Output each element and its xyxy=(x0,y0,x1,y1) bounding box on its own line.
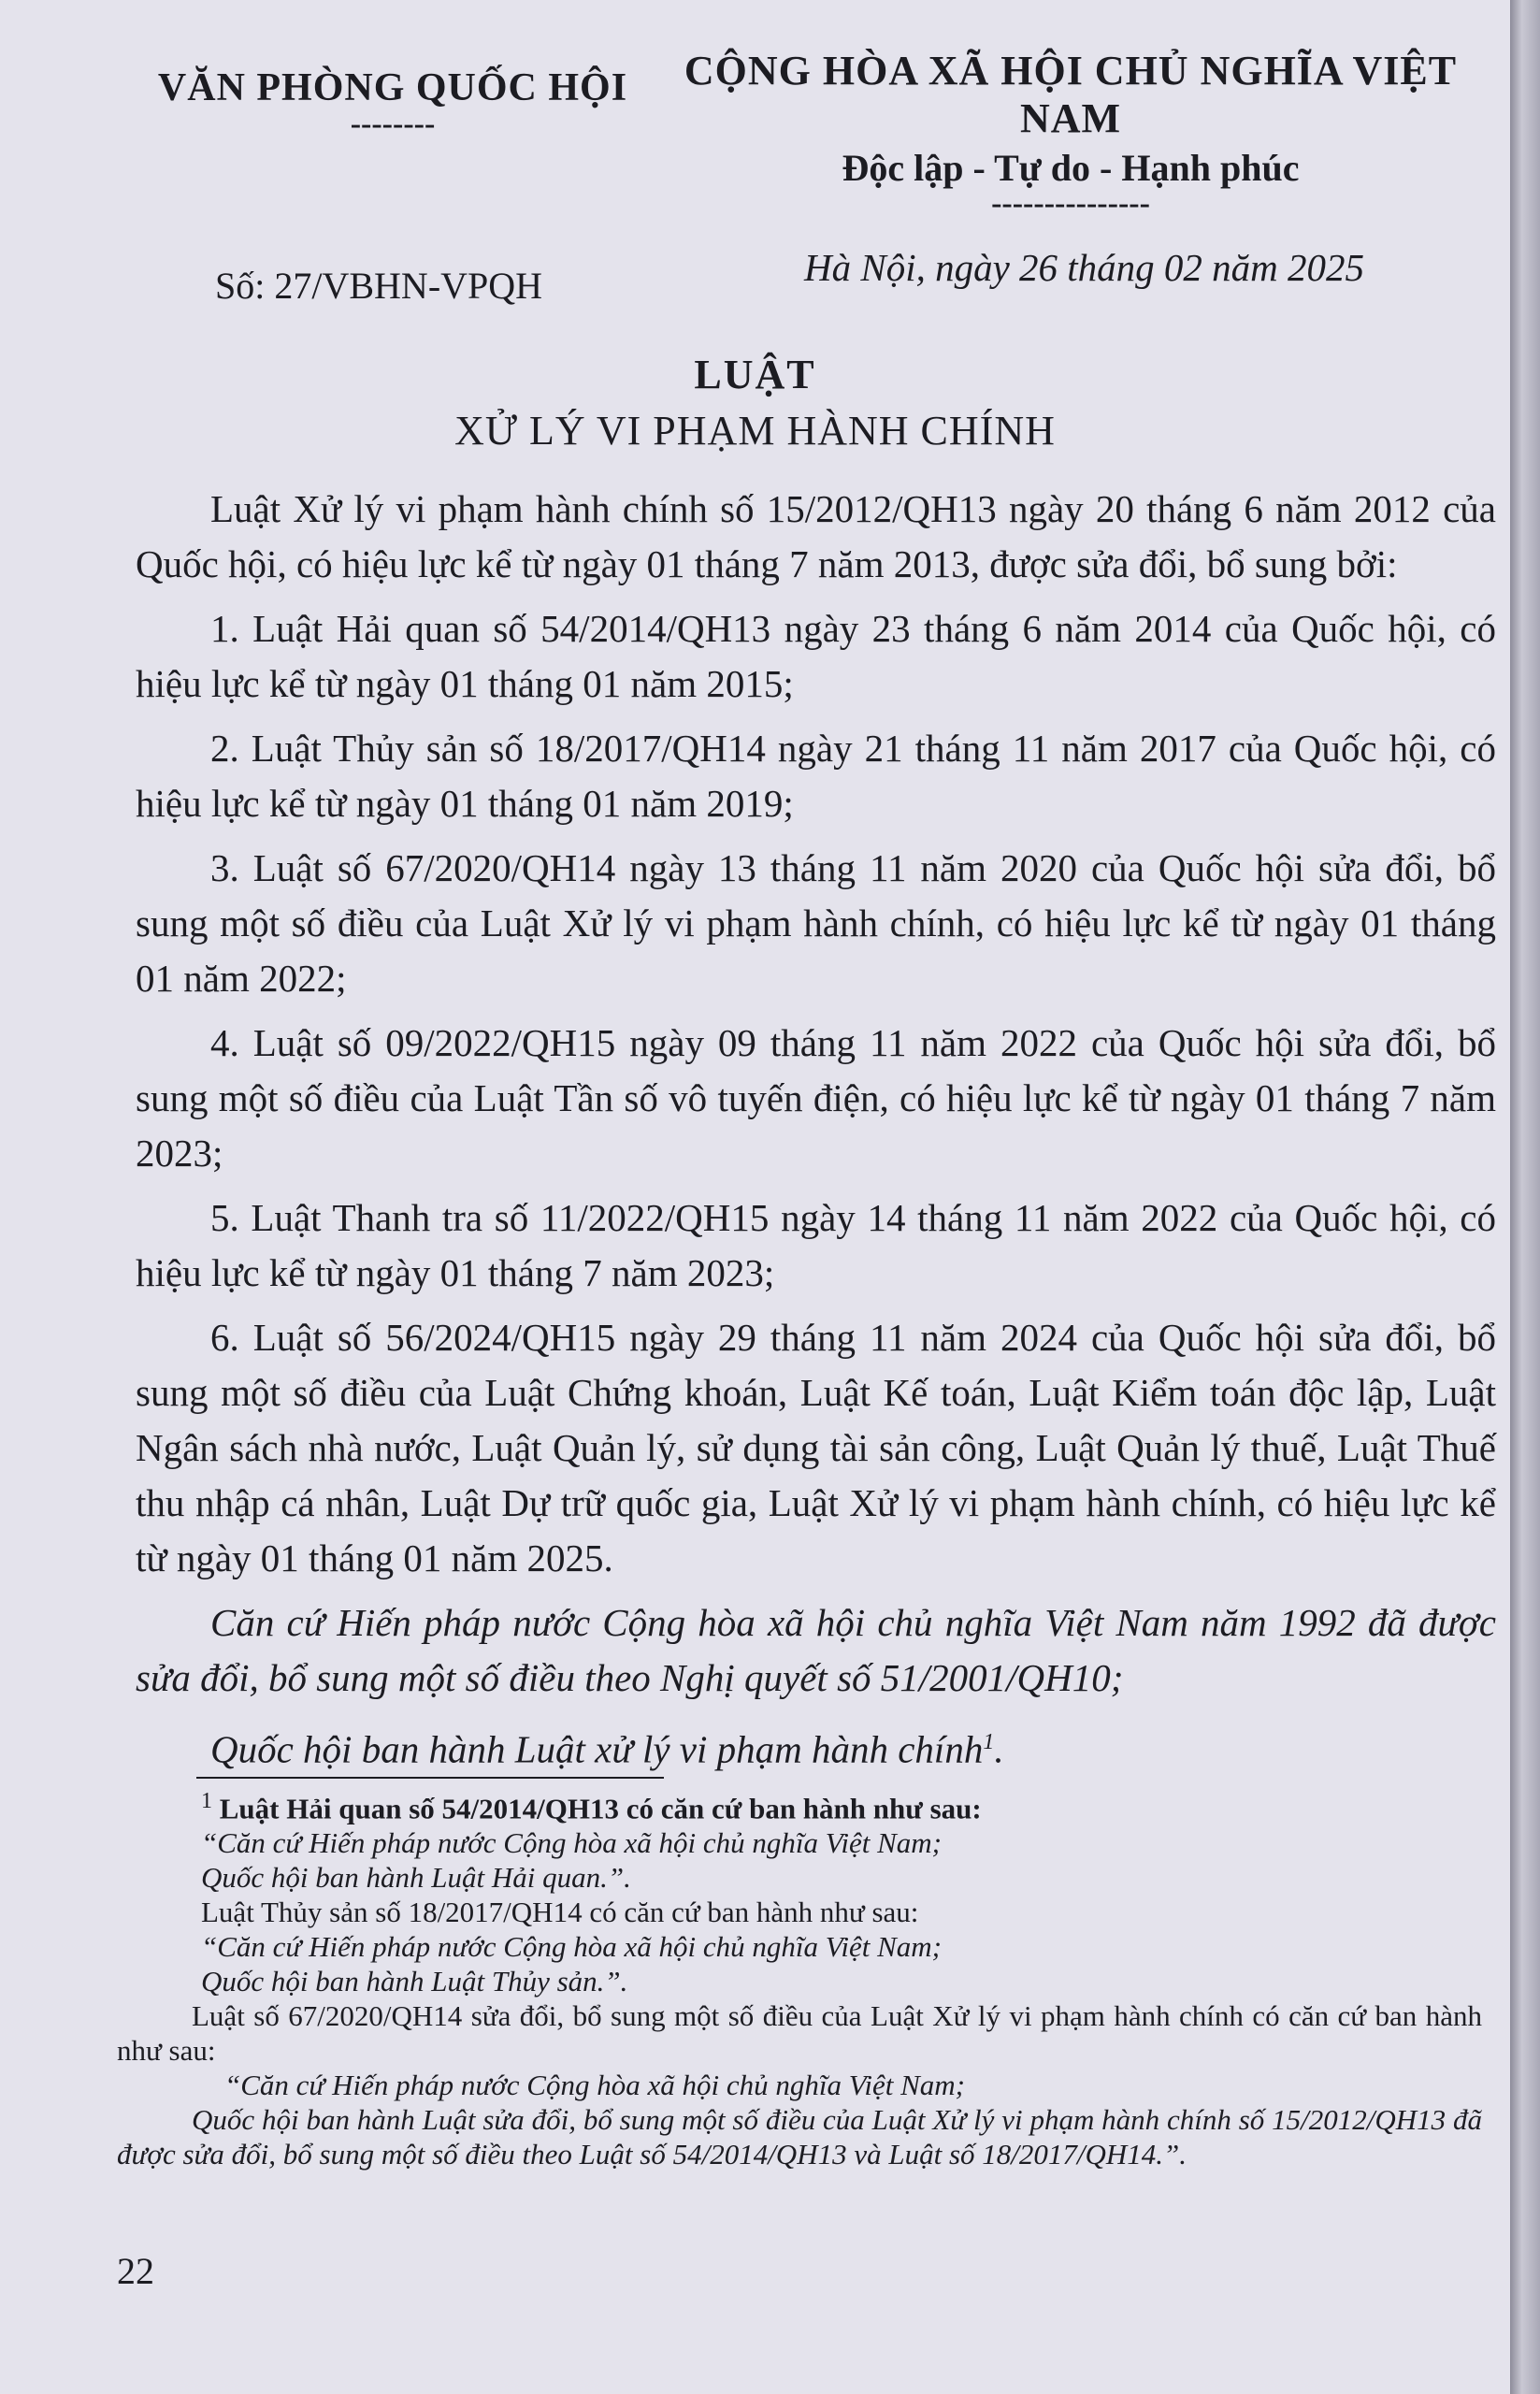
amendment-item: 2. Luật Thủy sản số 18/2017/QH14 ngày 21 tháng 11 năm 2017 của Quốc hội, có hiệu lực kể từ ngày 01 tháng 01 năm 2019; xyxy=(136,727,1496,825)
footnote-line: Quốc hội ban hành Luật Hải quan.”. xyxy=(201,1861,631,1895)
page-number: 22 xyxy=(117,2250,154,2292)
footnote-line: “Căn cứ Hiến pháp nước Cộng hòa xã hội chủ nghĩa Việt Nam; xyxy=(201,1930,942,1964)
enactment-text: Quốc hội ban hành Luật xử lý vi phạm hành chính xyxy=(210,1727,984,1771)
amendment-item: 1. Luật Hải quan số 54/2014/QH13 ngày 23 tháng 6 năm 2014 của Quốc hội, có hiệu lực kể từ ngày 01 tháng 01 năm 2015; xyxy=(136,607,1496,705)
footnotes xyxy=(117,1784,1482,2171)
footnote-line: Quốc hội ban hành Luật Thủy sản.”. xyxy=(201,1965,628,1998)
enactment-clause xyxy=(136,1715,1496,1778)
page-edge xyxy=(1510,0,1540,2394)
document-date: Hà Nội, ngày 26 tháng 02 năm 2025 xyxy=(804,246,1365,289)
document-body xyxy=(136,482,1496,1787)
footnote-ref: 1 xyxy=(983,1730,995,1754)
national-motto: Độc lập - Tự do - Hạnh phúc xyxy=(842,147,1300,189)
footnote-divider xyxy=(196,1777,664,1779)
amendment-item: 5. Luật Thanh tra số 11/2022/QH15 ngày 14 tháng 11 năm 2022 của Quốc hội, có hiệu lực kể từ ngày 01 tháng 7 năm 2023; xyxy=(136,1196,1496,1294)
agency-name: VĂN PHÒNG QUỐC HỘI xyxy=(157,66,628,109)
agency-underline: -------- xyxy=(350,107,436,141)
document-title: LUẬT xyxy=(694,352,816,397)
agency-header xyxy=(150,65,636,141)
footnote-text: Luật Hải quan số 54/2014/QH13 có căn cứ ban hành như sau: xyxy=(219,1792,982,1825)
nation-name: CỘNG HÒA XÃ HỘI CHỦ NGHĨA VIỆT NAM xyxy=(684,48,1458,141)
amendment-item: 3. Luật số 67/2020/QH14 ngày 13 tháng 11 năm 2020 của Quốc hội sửa đổi, bổ sung một số điều của Luật Xử lý vi phạm hành chính, có hiệu lực kể từ ngày 01 tháng 01 năm 2022; xyxy=(136,846,1496,1000)
footnote-marker: 1 xyxy=(201,1789,212,1813)
motto-underline: --------------- xyxy=(991,186,1150,221)
amendment-item: 4. Luật số 09/2022/QH15 ngày 09 tháng 11 năm 2022 của Quốc hội sửa đổi, bổ sung một số điều của Luật Tần số vô tuyến điện, có hiệu lực kể từ ngày 01 tháng 7 năm 2023; xyxy=(136,1021,1496,1175)
document-subtitle: XỬ LÝ VI PHẠM HÀNH CHÍNH xyxy=(454,408,1056,454)
enactment-end: . xyxy=(994,1727,1004,1771)
legal-basis: Căn cứ Hiến pháp nước Cộng hòa xã hội chủ nghĩa Việt Nam năm 1992 đã được sửa đổi, bổ sung một số điều theo Nghị quyết số 51/2001/QH10; xyxy=(136,1601,1496,1699)
footnote-line: Luật số 67/2020/QH14 sửa đổi, bổ sung một số điều của Luật Xử lý vi phạm hành chính có căn cứ ban hành như sau: xyxy=(117,1999,1482,2068)
document-number: Số: 27/VBHN-VPQH xyxy=(215,265,543,307)
amendment-item: 6. Luật số 56/2024/QH15 ngày 29 tháng 11 năm 2024 của Quốc hội sửa đổi, bổ sung một số điều của Luật Chứng khoán, Luật Kế toán, Luật Kiểm toán độc lập, Luật Ngân sách nhà nước, Luật Quản lý, sử dụng tài sản công, Luật Quản lý thuế, Luật Thuế thu nhập cá nhân, Luật Dự trữ quốc gia, Luật Xử lý vi phạm hành chính, có hiệu lực kể từ ngày 01 tháng 01 năm 2025. xyxy=(136,1316,1496,1579)
intro-paragraph: Luật Xử lý vi phạm hành chính số 15/2012/QH13 ngày 20 tháng 6 năm 2012 của Quốc hội, có hiệu lực kể từ ngày 01 tháng 7 năm 2013, được sửa đổi, bổ sung bởi: xyxy=(136,487,1496,585)
footnote-line: Luật Thủy sản số 18/2017/QH14 có căn cứ ban hành như sau: xyxy=(201,1896,919,1929)
national-header xyxy=(636,47,1505,221)
footnote-line: Quốc hội ban hành Luật sửa đổi, bổ sung một số điều của Luật Xử lý vi phạm hành chính số 15/2012/QH13 đã được sửa đổi, bổ sung một số điều theo Luật số 54/2014/QH13 và Luật số 18/2017/QH14.”. xyxy=(117,2103,1482,2171)
footnote-line: “Căn cứ Hiến pháp nước Cộng hòa xã hội chủ nghĩa Việt Nam; xyxy=(224,2069,965,2102)
footnote-line: “Căn cứ Hiến pháp nước Cộng hòa xã hội chủ nghĩa Việt Nam; xyxy=(201,1826,942,1860)
footnote-line xyxy=(117,1784,1482,1825)
